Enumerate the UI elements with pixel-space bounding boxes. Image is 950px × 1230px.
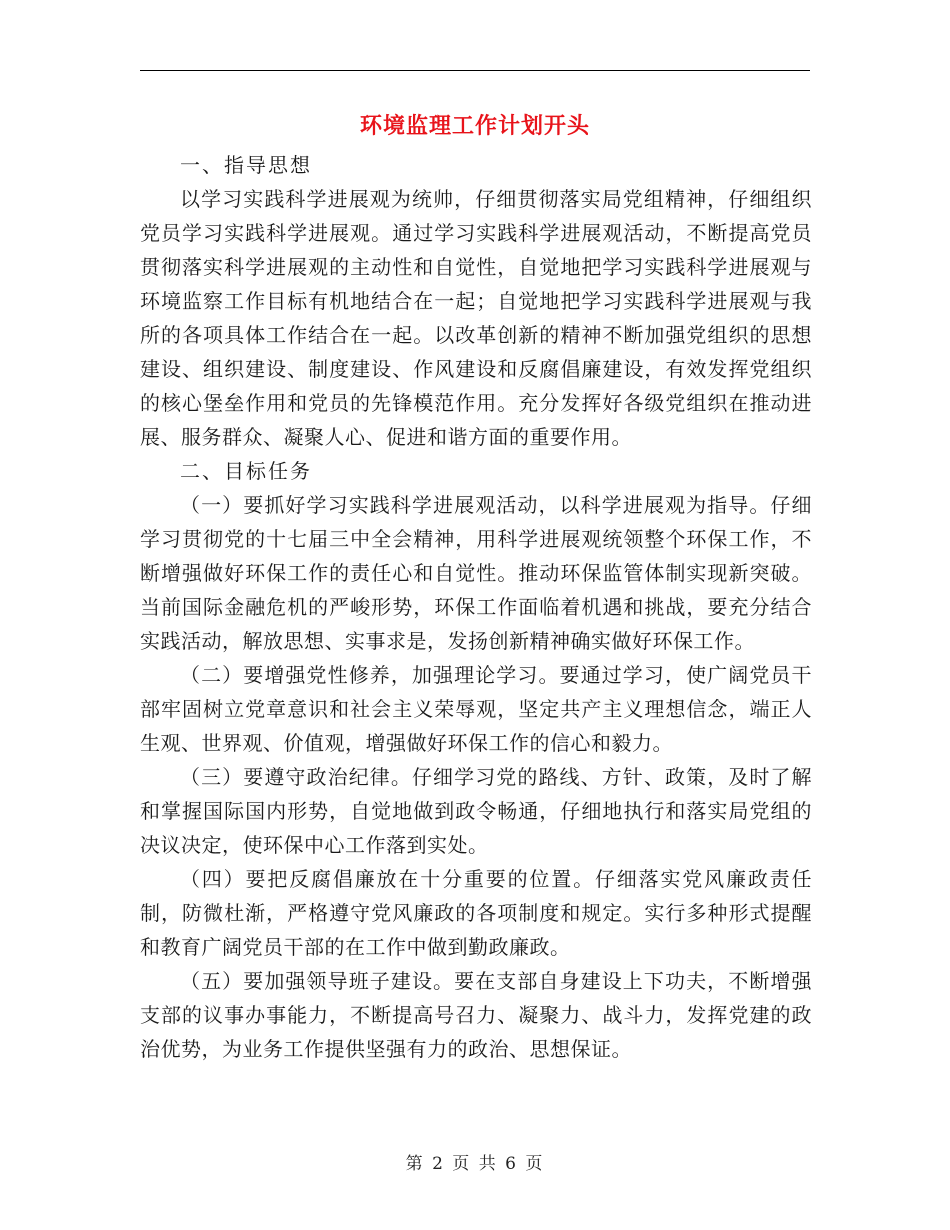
- body-paragraph: （五）要加强领导班子建设。要在支部自身建设上下功夫，不断增强支部的议事办事能力，不断提高号召力、凝聚力、战斗力，发挥党建的政治优势，为业务工作提供坚强有力的政治、思想保证。: [140, 969, 812, 1061]
- page-number: 第 2 页 共 6 页: [405, 1154, 545, 1174]
- header-rule: [140, 70, 810, 71]
- body-paragraph: 以学习实践科学进展观为统帅，仔细贯彻落实局党组精神，仔细组织党员学习实践科学进展观。通过学习实践科学进展观活动，不断提高党员贯彻落实科学进展观的主动性和自觉性，自觉地把学习实践科学进展观与环境监察工作目标有机地结合在一起；自觉地把学习实践科学进展观与我所的各项具体工作结合在一起。以改革创新的精神不断加强党组织的思想建设、组织建设、制度建设、作风建设和反腐倡廉建设，有效发挥党组织的核心堡垒作用和党员的先锋模范作用。充分发挥好各级党组织在推动进展、服务群众、凝聚人心、促进和谐方面的重要作用。: [140, 187, 812, 449]
- section-heading-guiding-thought: 一、指导思想: [180, 153, 312, 177]
- section-heading-goals-tasks: 二、目标任务: [180, 459, 312, 483]
- body-paragraph: （二）要增强党性修养，加强理论学习。要通过学习，使广阔党员干部牢固树立党章意识和社会主义荣辱观，坚定共产主义理想信念，端正人生观、世界观、价值观，增强做好环保工作的信心和毅力。: [140, 663, 812, 755]
- document-title: 环境监理工作计划开头: [359, 113, 590, 139]
- body-paragraph: （一）要抓好学习实践科学进展观活动，以科学进展观为指导。仔细学习贯彻党的十七届三中全会精神，用科学进展观统领整个环保工作，不断增强做好环保工作的责任心和自觉性。推动环保监管体制实现新突破。当前国际金融危机的严峻形势，环保工作面临着机遇和挑战，要充分结合实践活动，解放思想、实事求是，发扬创新精神确实做好环保工作。: [140, 493, 812, 653]
- body-paragraph: （三）要遵守政治纪律。仔细学习党的路线、方针、政策，及时了解和掌握国际国内形势，自觉地做到政令畅通，仔细地执行和落实局党组的决议决定，使环保中心工作落到实处。: [140, 765, 812, 857]
- body-paragraph: （四）要把反腐倡廉放在十分重要的位置。仔细落实党风廉政责任制，防微杜渐，严格遵守党风廉政的各项制度和规定。实行多种形式提醒和教育广阔党员干部的在工作中做到勤政廉政。: [140, 867, 812, 959]
- document-body: [140, 148, 812, 1066]
